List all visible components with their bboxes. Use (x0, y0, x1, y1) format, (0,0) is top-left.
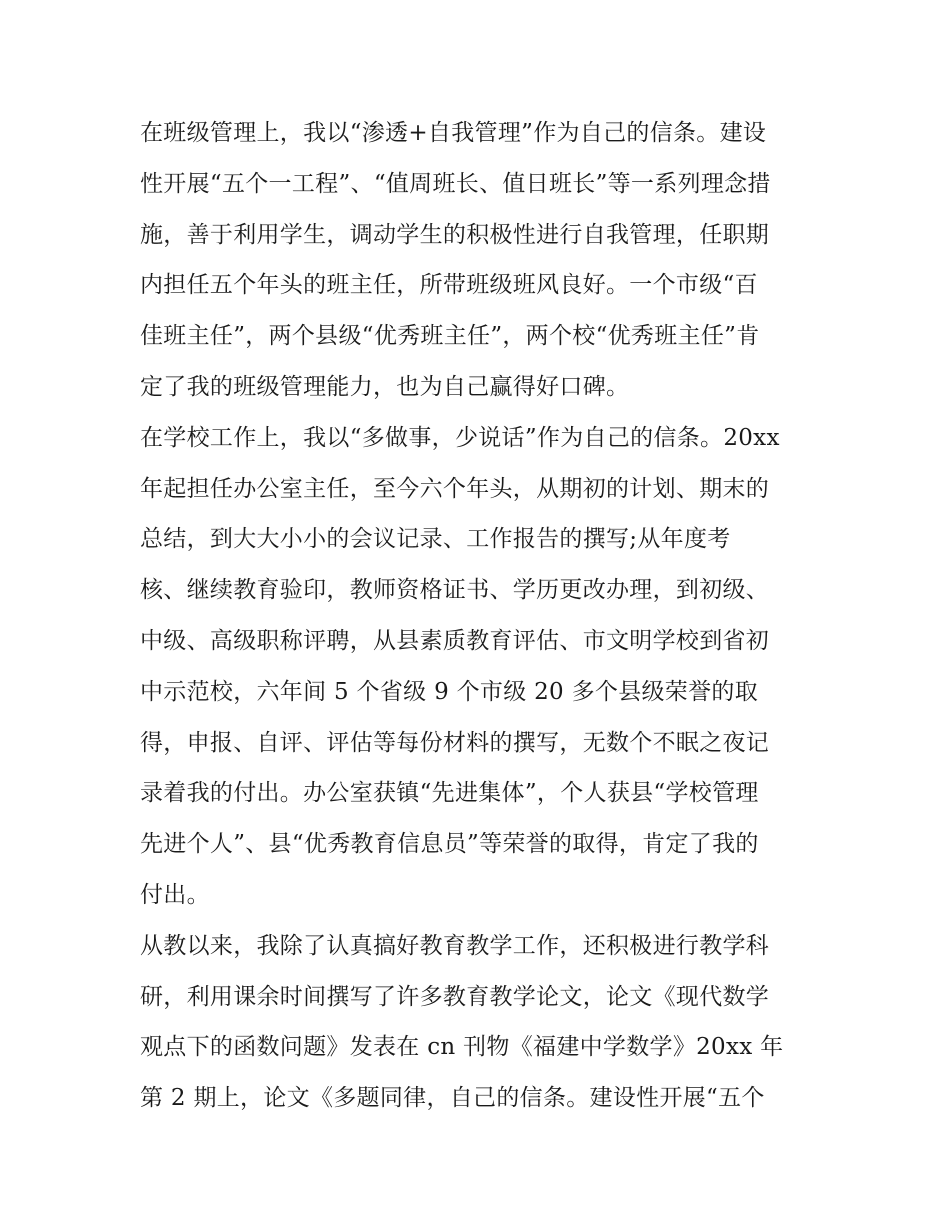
text-line: 施，善于利用学生，调动学生的积极性进行自我管理，任职期 (140, 221, 770, 248)
text-line: 核、继续教育验印，教师资格证书、学历更改办理，到初级、 (140, 577, 770, 604)
text-line: 内担任五个年头的班主任，所带班级班风良好。一个市级“百 (140, 272, 758, 299)
text-line: 定了我的班级管理能力，也为自己赢得好口碑。 (140, 373, 630, 400)
text-line: 在班级管理上，我以“渗透+自我管理”作为自己的信条。建设 (140, 120, 767, 146)
text-line: 录着我的付出。办公室获镇“先进集体”，个人获县“学校管理 (140, 780, 759, 807)
text-line: 观点下的函数问题》发表在 cn 刊物《福建中学数学》20xx 年 (140, 1034, 784, 1061)
text-line: 年起担任办公室主任，至今六个年头，从期初的计划、期末的 (140, 475, 770, 502)
text-line: 付出。 (140, 881, 210, 908)
text-line: 中级、高级职称评聘，从县素质教育评估、市文明学校到省初 (140, 627, 770, 654)
text-line: 先进个人”、县“优秀教育信息员”等荣誉的取得，肯定了我的 (140, 831, 759, 858)
text-line: 得，申报、自评、评估等每份材料的撰写，无数个不眠之夜记 (140, 729, 770, 756)
text-line: 佳班主任”，两个县级“优秀班主任”，两个校“优秀班主任”肯 (140, 323, 760, 350)
paragraph-class-management (140, 108, 820, 413)
document-body (140, 108, 820, 1124)
text-line: 性开展“五个一工程”、“值周班长、值日班长”等一系列理念措 (140, 170, 771, 197)
text-line: 总结，到大大小小的会议记录、工作报告的撰写;从年度考 (140, 526, 731, 553)
text-line: 从教以来，我除了认真搞好教育教学工作，还积极进行教学科 (140, 932, 770, 959)
text-line: 研，利用课余时间撰写了许多教育教学论文，论文《现代数学 (140, 983, 770, 1010)
text-line: 中示范校，六年间 5 个省级 9 个市级 20 多个县级荣誉的取 (140, 678, 758, 705)
text-line: 第 2 期上，论文《多题同律，自己的信条。建设性开展“五个 (140, 1085, 765, 1112)
text-line: 在学校工作上，我以“多做事，少说话”作为自己的信条。20xx (140, 424, 780, 451)
paragraph-school-work (140, 413, 820, 921)
paragraph-teaching-research (140, 921, 820, 1124)
